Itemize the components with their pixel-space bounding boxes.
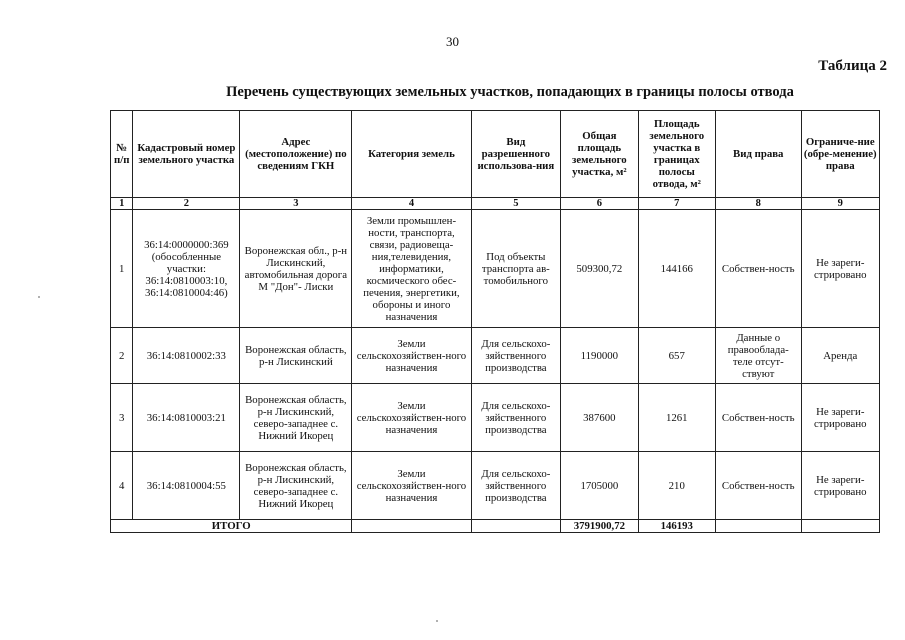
column-number: 3 xyxy=(240,198,352,210)
address: Воронежская обл., р-н Лискинский, автомобильная дорога М "Дон"- Лиски xyxy=(240,210,352,328)
total-area-sum: 3791900,72 xyxy=(561,520,638,533)
area-in-zone: 210 xyxy=(638,452,715,520)
column-numbers-row xyxy=(111,198,880,210)
document-title: Перечень существующих земельных участков, попадающих в границы полосы отвода xyxy=(226,84,794,100)
area-in-zone: 144166 xyxy=(638,210,715,328)
area-in-zone: 1261 xyxy=(638,384,715,452)
total-area: 1190000 xyxy=(561,328,638,384)
land-category: Земли сельскохозяйствен-ного назначения xyxy=(352,384,471,452)
header-cell-address: Адрес (местоположение) по сведениям ГКН xyxy=(240,111,352,198)
total-area: 1705000 xyxy=(561,452,638,520)
header-row xyxy=(111,111,880,198)
empty-cell xyxy=(715,520,801,533)
empty-cell xyxy=(471,520,561,533)
header-cell-category: Категория земель xyxy=(352,111,471,198)
header-cell-restriction: Ограниче-ние (обре-менение) права xyxy=(801,111,879,198)
right-type: Данные о правообладa-теле отсут-ствуют xyxy=(715,328,801,384)
row-number: 2 xyxy=(111,328,133,384)
header-cell-right: Вид права xyxy=(715,111,801,198)
address: Воронежская область, р-н Лискинский, северо-западнее с. Нижний Икорец xyxy=(240,452,352,520)
row-number: 4 xyxy=(111,452,133,520)
land-category: Земли промышлен-ности, транспорта, связи, радиовеща-ния,телевидения, информатики, космического обес-печения, энергетики, обороны и иного назначения xyxy=(352,210,471,328)
right-type: Собствен-ность xyxy=(715,384,801,452)
table-row xyxy=(111,210,880,328)
column-number: 9 xyxy=(801,198,879,210)
table-row xyxy=(111,328,880,384)
total-area: 387600 xyxy=(561,384,638,452)
cadastral-number: 36:14:0000000:369 (обособленные участки: 36:14:0810003:10, 36:14:0810004:46) xyxy=(133,210,240,328)
header-cell-total-area: Общая площадь земельного участка, м² xyxy=(561,111,638,198)
table-row xyxy=(111,384,880,452)
scan-speck xyxy=(38,296,40,298)
right-type: Собствен-ность xyxy=(715,210,801,328)
address: Воронежская область, р-н Лискинский, северо-западнее с. Нижний Икорец xyxy=(240,384,352,452)
right-type: Собствен-ность xyxy=(715,452,801,520)
empty-cell xyxy=(801,520,879,533)
header-cell-cadastral: Кадастровый номер земельного участка xyxy=(133,111,240,198)
area-in-zone: 657 xyxy=(638,328,715,384)
address: Воронежская область, р-н Лискинский xyxy=(240,328,352,384)
restriction: Не зареги-стрировано xyxy=(801,452,879,520)
cadastral-number: 36:14:0810002:33 xyxy=(133,328,240,384)
cadastral-number: 36:14:0810004:55 xyxy=(133,452,240,520)
header-cell-area-in-zone: Площадь земельного участка в границах полосы отвода, м² xyxy=(638,111,715,198)
permitted-use: Под объекты транспорта ав-томобильного xyxy=(471,210,561,328)
land-category: Земли сельскохозяйствен-ного назначения xyxy=(352,452,471,520)
header-cell-num: № п/п xyxy=(111,111,133,198)
empty-cell xyxy=(352,520,471,533)
page-number: 30 xyxy=(446,34,459,49)
area-in-zone-sum: 146193 xyxy=(638,520,715,533)
column-number: 8 xyxy=(715,198,801,210)
land-category: Земли сельскохозяйствен-ного назначения xyxy=(352,328,471,384)
scan-speck xyxy=(436,620,438,622)
restriction: Аренда xyxy=(801,328,879,384)
total-area: 509300,72 xyxy=(561,210,638,328)
table-label: Таблица 2 xyxy=(818,58,887,74)
total-row xyxy=(111,520,880,533)
restriction: Не зареги-стрировано xyxy=(801,384,879,452)
column-number: 1 xyxy=(111,198,133,210)
row-number: 1 xyxy=(111,210,133,328)
header-cell-use: Вид разрешенного использова-ния xyxy=(471,111,561,198)
column-number: 6 xyxy=(561,198,638,210)
column-number: 2 xyxy=(133,198,240,210)
cadastral-number: 36:14:0810003:21 xyxy=(133,384,240,452)
total-label: ИТОГО xyxy=(111,520,352,533)
column-number: 4 xyxy=(352,198,471,210)
row-number: 3 xyxy=(111,384,133,452)
restriction: Не зареги-стрировано xyxy=(801,210,879,328)
column-number: 7 xyxy=(638,198,715,210)
permitted-use: Для сельскохо-зяйственного производства xyxy=(471,452,561,520)
column-number: 5 xyxy=(471,198,561,210)
table-row xyxy=(111,452,880,520)
land-plots-table xyxy=(110,110,880,533)
permitted-use: Для сельскохо-зяйственного производства xyxy=(471,328,561,384)
permitted-use: Для сельскохо-зяйственного производства xyxy=(471,384,561,452)
